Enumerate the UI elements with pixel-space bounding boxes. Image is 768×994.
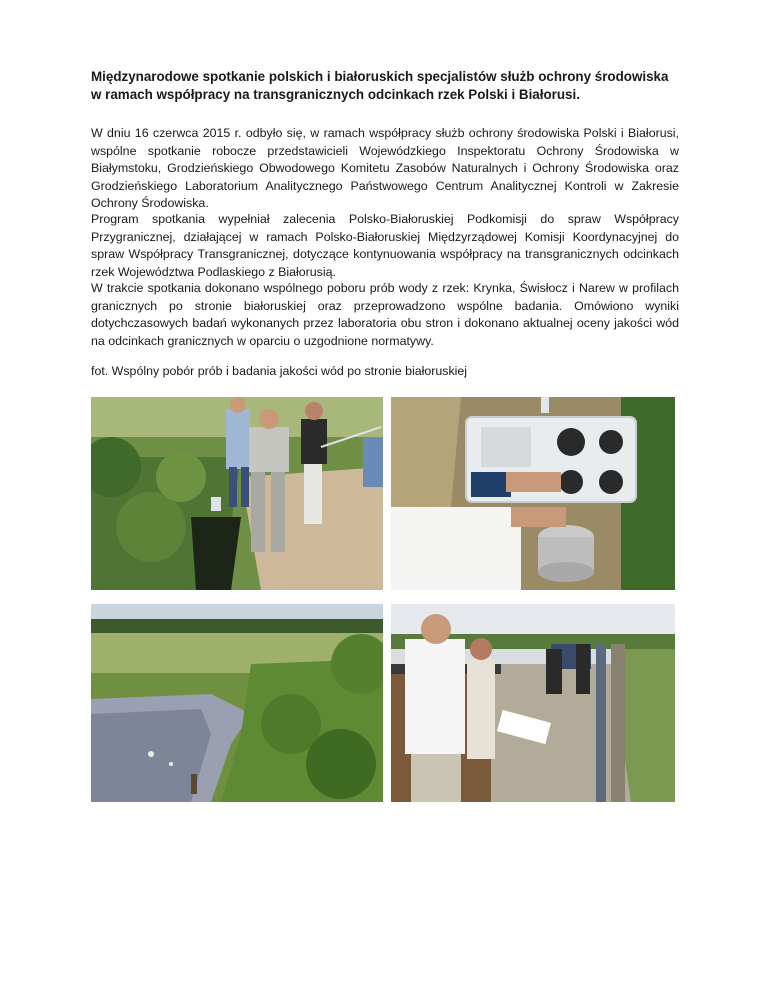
document-title: Międzynarodowe spotkanie polskich i białoruskich specjalistów służb ochrony środowiska w ramach współpracy na transgranicznych odcinkach rzek Polski i Białorusi.	[91, 69, 669, 102]
photo-water-sampling-roadside	[91, 397, 383, 590]
paragraph-meeting-date: W dniu 16 czerwca 2015 r. odbyło się, w ramach współpracy służb ochrony środowiska Polski i Białorusi, wspólne spotkanie robocze przedstawicieli Wojewódzkiego Inspektoratu Ochrony Środowiska w Białymstoku, Grodzieńskiego Obwodowego Komitetu Zasobów Naturalnych i Ochrony Środowiska oraz Grodzieńskiego Laboratorium Analitycznego Państwowego Centrum Analitycznej Kontroli w Zakresie Ochrony Środowiska.	[91, 126, 679, 211]
photo-measurement-equipment	[391, 397, 675, 590]
paragraph-sampling: W trakcie spotkania dokonano wspólnego poboru prób wody z rzek: Krynka, Świsłocz i Narew w profilach granicznych po stronie białoruskiej oraz przeprowadzono wspólne badania. Omówiono wyniki dotychczasowych badań wykonanych przez laboratoria obu stron i dokonano aktualnej oceny jakości wód na odcinkach granicznych w oparciu o uzgodnione normatywy.	[91, 281, 679, 348]
photo-caption: fot. Wspólny pobór prób i badania jakości wód po stronie białoruskiej	[91, 364, 468, 378]
paragraph-program: Program spotkania wypełniał zalecenia Polsko-Białoruskiej Podkomisji do spraw Współpracy Przygranicznej, działającej w ramach Polsko-Białoruskiej Międzyrządowej Komisji Koordynacyjnej do spraw Współpracy Transgranicznej, dotyczące kontynuowania współpracy na transgranicznych odcinkach rzek Województwa Podlaskiego z Białorusią.	[91, 212, 679, 279]
photo-bridge-inspection	[391, 604, 675, 802]
photo-river-landscape	[91, 604, 383, 802]
